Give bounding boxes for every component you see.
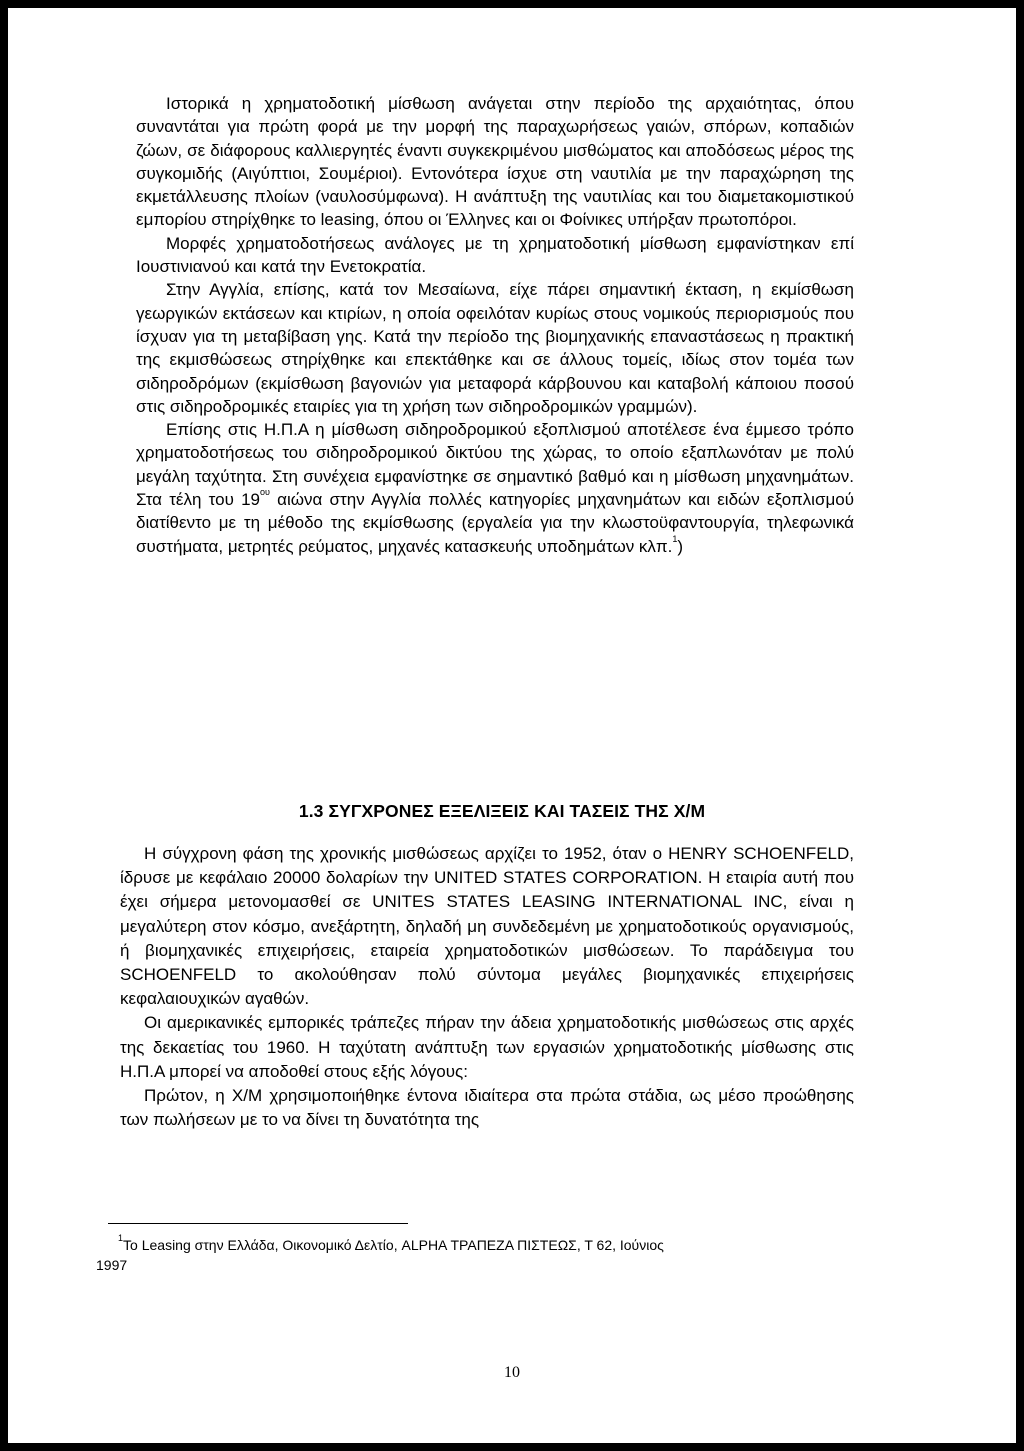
footnote-divider [108,1223,408,1224]
century-suffix: ου [260,487,270,498]
footnote-line-1 [96,1235,856,1255]
footnote-reference[interactable]: 1 [672,533,678,544]
footnote [96,1235,856,1275]
section-1-3 [120,801,854,1132]
section-heading: 1.3 ΣΥΓΧΡΟΝΕΣ ΕΞΕΛΙΞΕΙΣ ΚΑΙ ΤΑΣΕΙΣ ΤΗΣ Χ/Μ [298,801,706,821]
paragraph-schoenfeld: Η σύγχρονη φάση της χρονικής μισθώσεως αρχίζει το 1952, όταν ο HENRY SCHOENFELD, ίδρυσε με κεφάλαιο 20000 δολαρίων την UNITED STATES CORPORATION. Η εταιρία αυτή που έχει σήμερα μετονομασθεί σε UNITES STATES LEASING INTERNATIONAL INC, είναι η μεγαλύτερη στον κόσμο, ανεξάρτητη, δηλαδή μη συνδεδεμένη με χρηματοδοτικούς οργανισμούς, ή βιομηχανικές επιχειρήσεις, εταιρεία χρηματοδοτικών μισθώσεων. Το παράδειγμα του SCHOENFELD το ακολούθησαν πολύ σύντομα μεγάλες βιομηχανικές επιχειρήσεις κεφαλαιουχικών αγαθών. [120,844,854,1009]
paragraph-usa-railways [136,418,854,558]
paragraph-history: Ιστορικά η χρηματοδοτική μίσθωση ανάγεται στην περίοδο της αρχαιότητας, όπου συναντάται για πρώτη φορά με την μορφή της παραχωρήσεως γαιών, σπόρων, κοπαδιών ζώων, σε διάφορους καλλιεργητές έναντι συγκεκριμένου μισθώματος και αποδόσεως μέρος της συγκομιδής (Αιγύπτιοι, Σουμέριοι). Εντονότερα ίσχυε στη ναυτιλία με την παραχώρηση της εκμετάλλευσης πλοίων (ναυλοσύμφωνα). Η ανάπτυξη της ναυτιλίας και του διαμετακομιστικού εμπορίου στηρίχθηκε το leasing, όπου οι Έλληνες και οι Φοίνικες υπήρξαν πρωτοπόροι. [136,94,854,230]
century-number: 19 [241,490,260,510]
body-text-intro [136,92,854,558]
paragraph-england: Στην Αγγλία, επίσης, κατά τον Μεσαίωνα, είχε πάρει σημαντική έκταση, η εκμίσθωση γεωργικών εκτάσεων και κτιρίων, η οποία οφειλόταν κυρίως στους νομικούς περιορισμούς που ίσχυαν για τη μεταβίβαση γης. Κατά την περίοδο της βιομηχανικής επαναστάσεως η πρακτική της εκμισθώσεως στηρίχθηκε και επεκτάθηκε και σε άλλους τομείς, ιδίως στον τομέα των σιδηροδρόμων (εκμίσθωση βαγονιών για μεταφορά κάρβουνου και καταβολή κάποιου ποσού στις σιδηροδρομικές εταιρίες για τη χρήση των σιδηροδρομικών γραμμών). [136,280,854,416]
paragraph-19th-text: αιώνα στην Αγγλία πολλές κατηγορίες μηχανημάτων και ειδών εξοπλισμού διατίθεντο με τη μέθοδο της εκμίσθωσης (εργαλεία για την κλωστοϋφαντουργία, τηλεφωνικά συστήματα, μετρητές ρεύματος, μηχανές κατασκευής υποδημάτων κλπ. [136,490,854,556]
paragraph-byzantine: Μορφές χρηματοδοτήσεως ανάλογες με τη χρηματοδοτική μίσθωση εμφανίστηκαν επί Ιουστινιανού και κατά την Ενετοκρατία. [136,233,854,277]
footnote-line-2: 1997 [96,1257,128,1273]
paragraph-usa-text: Επίσης στις Η.Π.Α η μίσθωση σιδηροδρομικού εξοπλισμού αποτέλεσε ένα έμμεσο τρόπο χρηματοδοτήσεως του σιδηροδρομικού δικτύου της χώρας, το οποίο εξαπλωνόταν με πολύ μεγάλη ταχύτητα. Στη συνέχεια εμφανίστηκε σε σημαντικό βαθμό και η μίσθωση μηχανημάτων. Στα τέλη του [136,420,854,510]
closing-paren: ) [677,536,684,556]
paragraph-banks: Οι αμερικανικές εμπορικές τράπεζες πήραν την άδεια χρηματοδοτικής μισθώσεως στις αρχές της δεκαετίας του 1960. Η ταχύτατη ανάπτυξη των εργασιών χρηματοδοτικής μίσθωσης στις Η.Π.Α μπορεί να αποδοθεί στους εξής λόγους: [120,1013,854,1081]
footnote-marker: 1 [118,1233,124,1244]
page-number: 10 [504,1364,520,1381]
footnote-text: Το Leasing στην Ελλάδα, Οικονομικό Δελτίο, ALPHA ΤΡΑΠΕΖΑ ΠΙΣΤΕΩΣ, Τ 62, Ιούνιος [123,1237,664,1253]
paragraph-first-reason: Πρώτον, η Χ/Μ χρησιμοποιήθηκε έντονα ιδιαίτερα στα πρώτα στάδια, ως μέσο προώθησης των πωλήσεων με το να δίνει τη δυνατότητα της [120,1086,854,1130]
